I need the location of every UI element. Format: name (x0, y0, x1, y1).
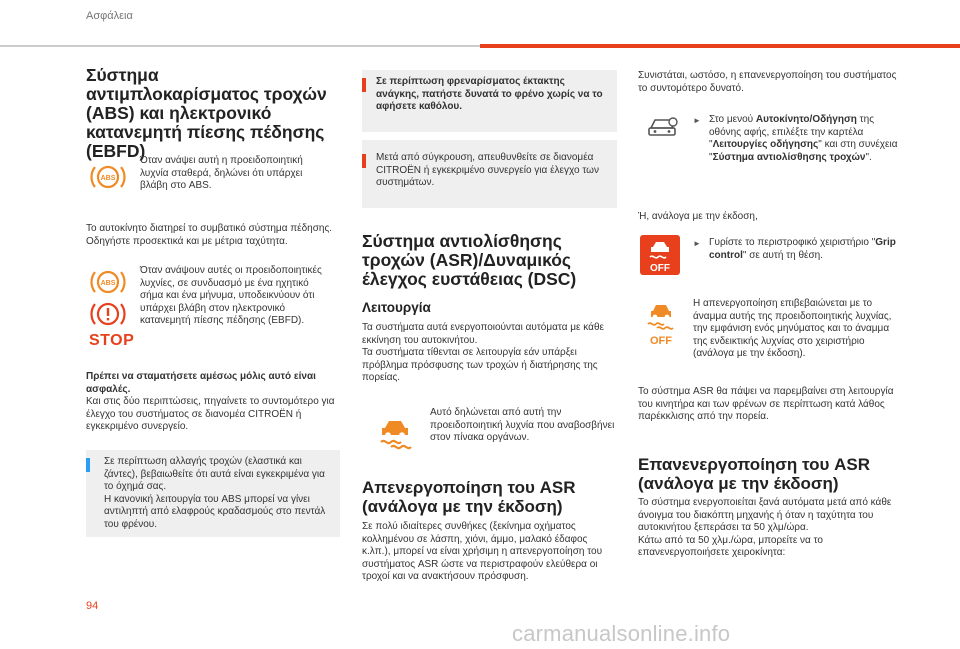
warning-box-collision (362, 140, 617, 208)
svg-text:ABS: ABS (100, 175, 116, 182)
svg-text:OFF: OFF (650, 263, 670, 274)
multi-indicator-text: Όταν ανάψουν αυτές οι προειδοποιητικές λυχνίες, σε συνδυασμό με ένα ηχητικό σήμα και ένα μήνυμα, υποδεικνύουν ότι υπάρχει βλάβη στον ηλεκτρονικό κατανεμητή πίεσης πέδησης (EBFD). (140, 265, 322, 326)
page-number: 94 (86, 600, 99, 612)
header-section-label: Ασφάλεια (86, 10, 133, 22)
car-settings-icon (645, 114, 681, 142)
svg-text:OFF: OFF (650, 335, 672, 346)
warning-icon (362, 78, 366, 92)
asr-deactivated-text: Το σύστημα ASR θα πάψει να παρεμβαίνει στη λειτουργία του κινητήρα και των φρένων σε περίπτωση κατά λάθος παρέκκλισης από την πορεία. (638, 386, 894, 422)
warning-box-2-text: Μετά από σύγκρουση, απευθυνθείτε σε διανομέα CITROËN ή εγκεκριμένο συνεργείο για έλεγχο των συστημάτων. (376, 152, 599, 188)
info-box (86, 450, 340, 537)
bullet-arrow-icon: ► (693, 116, 701, 125)
abs-section-title: Σύστημα αντιμπλοκαρίσματος τροχών (ABS) και ηλεκτρονικό κατανεμητή πίεσης πέδησης (EBFD) (86, 65, 327, 161)
reactivation-text: Το σύστημα ενεργοποιείται ξανά αυτόματα μετά από κάθε άνοιγμα του διακόπτη μηχανής ή όταν η ταχύτητα του αυτοκινήτου ξεπεράσει τα 50 χλμ/ώρα. Κάτω από τα 50 χλμ./ώρα, μπορείτε να το επανενεργοποιήσετε χειροκίνητα: (638, 497, 892, 558)
operation-text: Τα συστήματα αυτά ενεργοποιούνται αυτόματα με κάθε εκκίνηση του αυτοκινήτου. Τα συστήματα τίθενται σε λειτουργία εάν υπάρξει πρόβλημα πρόσφυσης των τροχών ή διατήρησης της πορείας. (362, 322, 604, 383)
grip-control-instruction: Γυρίστε το περιστροφικό χειριστήριο "Grip control" σε αυτή τη θέση. (709, 237, 896, 261)
header-divider-accent (480, 44, 960, 48)
dsc-warning-icon (373, 414, 417, 452)
dsc-off-warning-icon (641, 300, 681, 346)
off-confirmation-text: Η απενεργοποίηση επιβεβαιώνεται με το άναμμα αυτής της προειδοποιητικής λυχνίας, την εμφάνιση ενός μηνύματος και το άναμμα της ενδεικτικής λυχνίας στο χειριστήριο (ανάλογα με την έκδοση). (693, 298, 892, 359)
abs-warning-icon-2 (89, 266, 127, 298)
stop-instruction-bold: Πρέπει να σταματήσετε αμέσως μόλις αυτό είναι ασφαλές. (86, 371, 316, 395)
abs-warning-icon (89, 161, 127, 193)
brake-warning-icon (89, 298, 127, 330)
flash-indicator-text: Αυτό δηλώνεται από αυτή την προειδοποιητική λυχνία που αναβοσβήνει στον πίνακα οργάνων. (430, 407, 615, 443)
stop-instruction-text: Και στις δύο περιπτώσεις, πηγαίνετε το συντομότερο για έλεγχο του συστήματος σε διανομέα CITROËN ή εγκεκριμένο συνεργείο. (86, 396, 335, 432)
warning-box-1-text: Σε περίπτωση φρεναρίσματος έκτακτης ανάγκης, πατήστε δυνατά το φρένο χωρίς να το αφήσετε καθόλου. (376, 76, 603, 112)
deactivation-title: Απενεργοποίηση του ASR (ανάλογα με την έκδοση) (362, 478, 576, 516)
dsc-off-button-icon (640, 235, 680, 275)
svg-text:ABS: ABS (100, 280, 116, 287)
bullet-arrow-icon: ► (693, 239, 701, 248)
stop-warning-icon: STOP (89, 332, 135, 349)
info-icon (86, 458, 90, 472)
info-box-text: Σε περίπτωση αλλαγής τροχών (ελαστικά και ζάντες), βεβαιωθείτε ότι αυτά είναι εγκεκριμένα για το όχημά σας. Η κανονική λειτουργία του ABS μπορεί να γίνει αντιληπτή από ελαφρούς κραδασμούς στο πεντάλ του φρένου. (104, 456, 326, 530)
reactivation-title: Επανενεργοποίηση του ASR (ανάλογα με την έκδοση) (638, 455, 871, 493)
or-version-text: Ή, ανάλογα με την έκδοση, (638, 211, 758, 222)
watermark: carmanualsonline.info (512, 621, 731, 646)
header-divider-gray (0, 45, 480, 47)
reactivation-intro: Συνιστάται, ωστόσο, η επανενεργοποίηση του συστήματος το συντομότερο δυνατό. (638, 70, 897, 94)
warning-box-emergency-braking (362, 70, 617, 132)
operation-title: Λειτουργία (362, 300, 431, 315)
ebfd-paragraph: Το αυτοκίνητο διατηρεί το συμβατικό σύστημα πέδησης. Οδηγήστε προσεκτικά και με μέτρια ταχύτητα. (86, 223, 333, 247)
menu-instruction: Στο μενού Αυτοκίνητο/Οδήγηση της οθόνης αφής, επιλέξτε την καρτέλα "Λειτουργίες οδήγησης" και στη συνέχεια "Σύστημα αντιολίσθησης τροχών". (709, 114, 898, 163)
deactivation-text: Σε πολύ ιδιαίτερες συνθήκες (ξεκίνημα οχήματος κολλημένου σε λάσπη, χιόνι, άμμο, μαλακό έδαφος κ.λπ.), μπορεί να είναι χρήσιμη η απενεργοποίηση του συστήματος ASR ώστε να περιστραφούν ελεύθερα οι τροχοί και να ανακτήσουν πρόσφυση. (362, 521, 603, 582)
dsc-section-title: Σύστημα αντιολίσθησης τροχών (ASR)/Δυναμικός έλεγχος ευστάθειας (DSC) (362, 231, 577, 289)
abs-indicator-text: Όταν ανάψει αυτή η προειδοποιητική λυχνία σταθερά, δηλώνει ότι υπάρχει βλάβη στο ABS. (140, 155, 303, 191)
warning-icon (362, 154, 366, 168)
